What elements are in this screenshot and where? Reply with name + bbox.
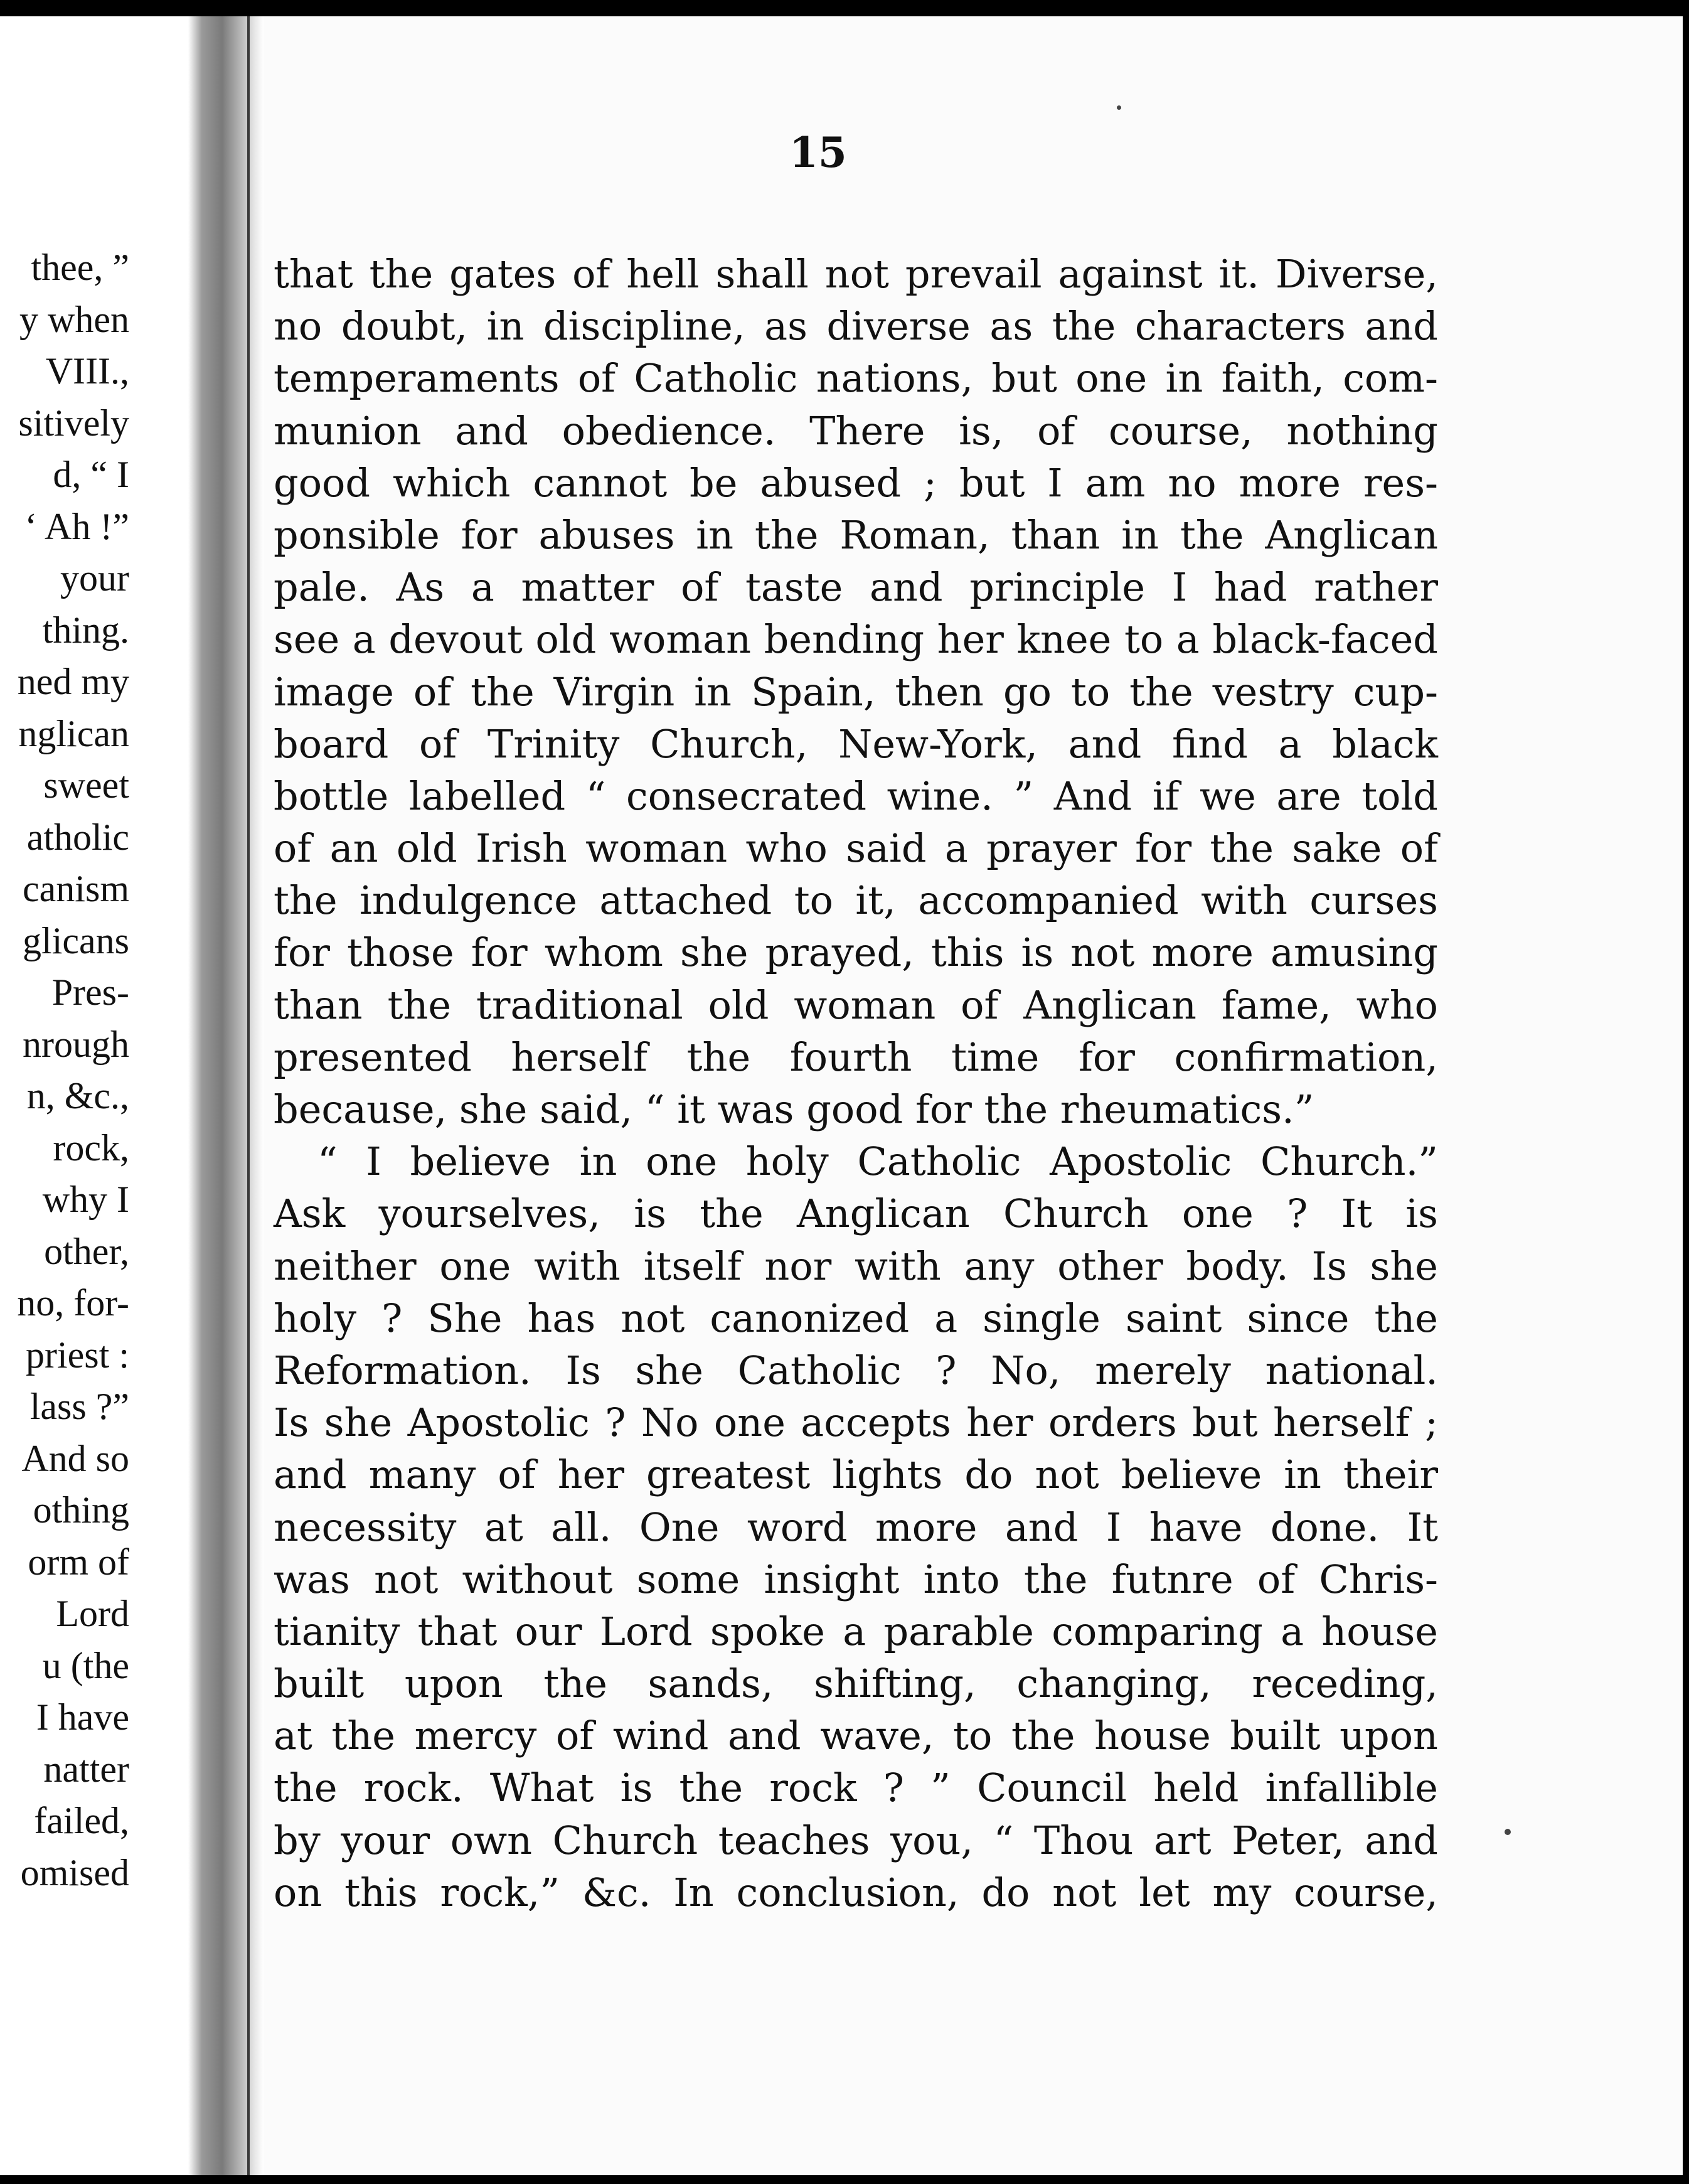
left-page-line: atholic (26, 816, 129, 858)
text-line: temperaments of Catholic nations, but one in faith, com- (274, 355, 1438, 402)
text-line: necessity at all. One word more and I have done. It (274, 1504, 1438, 1550)
text-line: Ask yourselves, is the Anglican Church one ? It is (274, 1191, 1438, 1237)
book-gutter (188, 16, 264, 2175)
text-line: image of the Virgin in Spain, then go to the vestry cup- (274, 668, 1438, 715)
left-page-line: canism (23, 868, 129, 909)
text-line: neither one with itself nor with any other body. Is she (274, 1243, 1438, 1289)
left-page-line: thee, ” (31, 247, 129, 288)
left-page-line: omised (20, 1851, 129, 1893)
left-page-line: your (60, 557, 129, 599)
text-line: Is she Apostolic ? No one accepts her orders but herself ; (274, 1400, 1438, 1446)
text-line: holy ? She has not canonized a single saint since the (274, 1295, 1438, 1341)
left-page-text-column (0, 16, 137, 2175)
left-page-line: thing. (42, 609, 129, 651)
text-line: was not without some insight into the futnre of Chris- (274, 1556, 1438, 1602)
text-line: by your own Church teaches you, “ Thou art Peter, and (274, 1817, 1438, 1863)
left-page-line: n, &c., (26, 1075, 129, 1116)
text-line: presented herself the fourth time for confirmation, (274, 1034, 1438, 1080)
left-page-line: nglican (18, 712, 129, 754)
left-page-line: Pres- (51, 972, 129, 1013)
text-line: built upon the sands, shifting, changing, receding, (274, 1661, 1438, 1707)
page-number: 15 (789, 128, 847, 177)
left-page-line: priest : (26, 1334, 129, 1376)
left-page-line: sitively (18, 402, 129, 444)
text-line: tianity that our Lord spoke a parable comparing a house (274, 1608, 1438, 1654)
print-speck (1117, 105, 1121, 110)
left-page-line: lass ?” (29, 1386, 129, 1427)
left-page-line: failed, (34, 1800, 129, 1841)
text-line: ponsible for abuses in the Roman, than in the Anglican (274, 511, 1438, 558)
text-line: no doubt, in discipline, as diverse as the characters and (274, 303, 1438, 350)
left-page-line: no, for- (17, 1282, 129, 1324)
left-page-fragment (0, 16, 188, 2175)
body-text (274, 248, 1438, 1919)
text-line: at the mercy of wind and wave, to the house built upon (274, 1713, 1438, 1759)
left-page-line: u (the (42, 1644, 129, 1686)
left-page-line: I have (36, 1696, 129, 1738)
left-page-line: ned my (17, 661, 129, 702)
left-page-line: nrough (23, 1023, 129, 1065)
text-line: good which cannot be abused ; but I am no more res- (274, 459, 1438, 506)
left-page-line: orm of (28, 1541, 129, 1583)
text-line: Reformation. Is she Catholic ? No, merely national. (274, 1347, 1438, 1393)
print-speck (1505, 1829, 1511, 1835)
text-line: on this rock,” &c. In conclusion, do not let my course, (274, 1869, 1438, 1915)
left-page-line: othing (33, 1489, 129, 1531)
text-line: pale. As a matter of taste and principle I had rather (274, 564, 1438, 611)
left-page-line: And so (21, 1437, 129, 1479)
gutter-edge (247, 16, 250, 2175)
left-page-line: natter (43, 1748, 129, 1790)
left-page-line: d, “ I (53, 454, 129, 495)
text-line: “ I believe in one holy Catholic Apostolic Church.” (317, 1138, 1438, 1185)
left-page-line: why I (42, 1179, 129, 1220)
left-page-line: ‘ Ah !” (24, 505, 129, 547)
left-page-line: rock, (53, 1127, 129, 1169)
text-line: see a devout old woman bending her knee to a black-faced (274, 616, 1438, 663)
text-line: than the traditional old woman of Anglican fame, who (274, 982, 1438, 1028)
text-line: and many of her greatest lights do not believe in their (274, 1452, 1438, 1498)
text-line: munion and obedience. There is, of course, nothing (274, 407, 1438, 454)
text-line: that the gates of hell shall not prevail against it. Diverse, (274, 251, 1438, 297)
left-page-line: Lord (56, 1593, 129, 1634)
text-line: bottle labelled “ consecrated wine. ” And if we are told (274, 773, 1438, 819)
text-line: of an old Irish woman who said a prayer for the sake of (274, 825, 1438, 872)
left-page-line: other, (44, 1230, 129, 1272)
left-page-line: sweet (43, 764, 129, 806)
left-page-line: y when (19, 298, 129, 340)
text-line: the rock. What is the rock ? ” Council held infallible (274, 1765, 1438, 1811)
text-line: the indulgence attached to it, accompanied with curses (274, 877, 1438, 924)
text-line: because, she said, “ it was good for the rheumatics.” (274, 1086, 1314, 1132)
text-line: board of Trinity Church, New-York, and find a black (274, 720, 1438, 767)
left-page-line: glicans (23, 919, 129, 961)
left-page-line: VIII., (45, 350, 129, 392)
text-line: for those for whom she prayed, this is not more amusing (274, 929, 1438, 976)
